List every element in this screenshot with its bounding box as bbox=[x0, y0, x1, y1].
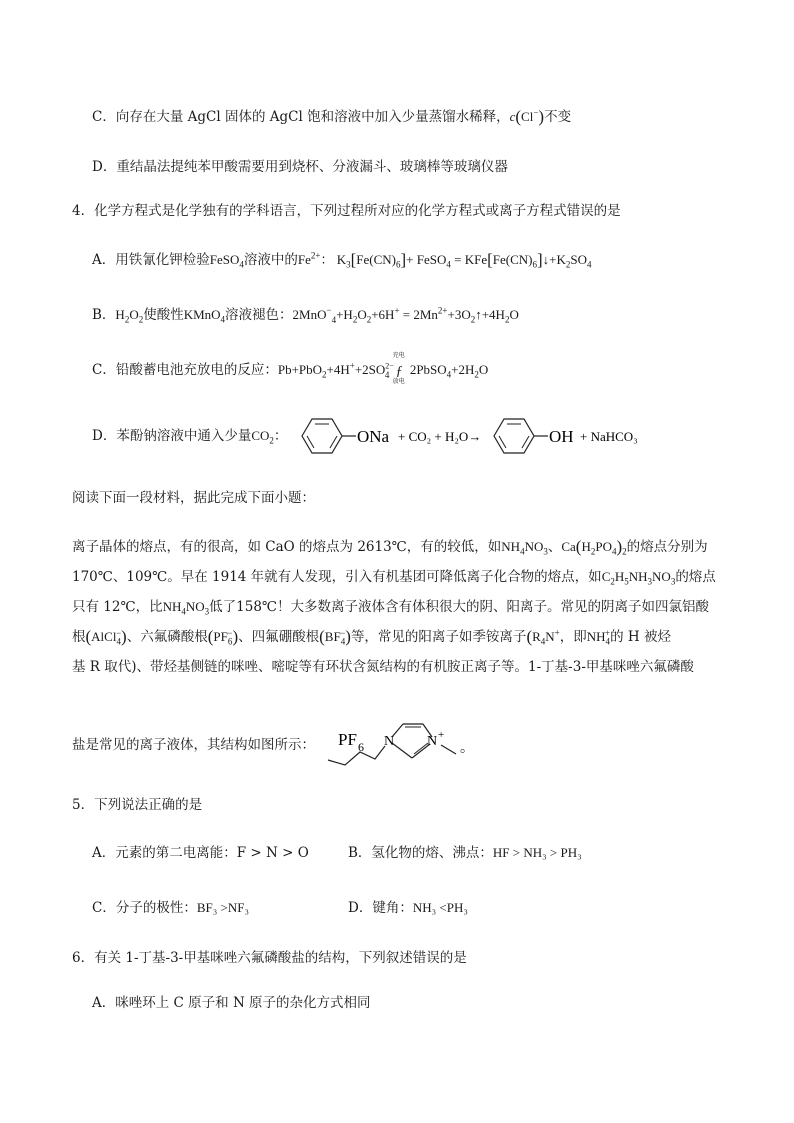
material-line-6: 盐是常见的离子液体，其结构如图所示： bbox=[72, 737, 315, 753]
material-line-1: 离子晶体的熔点，有的很高，如 CaO 的熔点为 2613℃，有的较低，如$NH_4NO_3$、$Ca(H_2PO_4)_2$的熔点分别为 bbox=[72, 537, 708, 557]
reaction-middle: + CO₂ + H₂O→ bbox=[398, 429, 482, 444]
q5-option-c: C．分子的极性：BF₃ >NF₃ bbox=[92, 900, 250, 916]
reaction-end: + NaHCO₃ bbox=[580, 429, 638, 444]
q3-option-d: D．重结晶法提纯苯甲酸需要用到烧杯、分液漏斗、玻璃棒等玻璃仪器 bbox=[92, 159, 508, 175]
q5-stem: 5．下列说法正确的是 bbox=[72, 797, 203, 813]
q5-option-a: A．元素的第二电离能：F > N > O bbox=[92, 845, 309, 861]
material-line-3: 只有 12℃，比$NH_4NO_3$低了158℃！大多数离子液体含有体积很大的阴、阳离子。常见的阴离子如四氯铝酸 bbox=[72, 599, 710, 617]
q6-option-a: A．咪唑环上 C 原子和 N 原子的杂化方式相同 bbox=[92, 995, 371, 1011]
oh-label: OH bbox=[549, 427, 574, 446]
phenol-reaction-diagram bbox=[296, 411, 656, 463]
q4-option-d: D．苯酚钠溶液中通入少量$CO_2$： bbox=[92, 428, 288, 446]
pf-subscript: 6 bbox=[358, 740, 364, 754]
q5-option-d: D．键角：NH₃ <PH₃ bbox=[348, 900, 468, 916]
ona-label: ONa bbox=[357, 427, 390, 446]
benzene-ring-icon bbox=[494, 419, 548, 453]
imidazole-ring-icon bbox=[392, 724, 432, 758]
n2-label: N bbox=[427, 734, 438, 749]
reversible-arrow-icon: 充电 ƒ 放电 bbox=[392, 353, 405, 386]
material-intro: 阅读下面一段材料，据此完成下面小题： bbox=[72, 490, 315, 506]
n1-label: N bbox=[384, 734, 395, 749]
q4-option-a: A．用铁氰化钾检验FeSO$_4$溶液中的$Fe^{2+}$： $K_3[Fe(CN)_6]+$ FeSO$_4$ = $KFe[Fe(CN)_6]↓+K_2SO_4$ bbox=[92, 250, 592, 270]
pf-label: PF bbox=[338, 730, 357, 749]
end-period: 。 bbox=[460, 741, 474, 756]
q6-stem: 6．有关 1-丁基-3-甲基咪唑六氟磷酸盐的结构，下列叙述错误的是 bbox=[72, 950, 467, 966]
q4-option-c: C．铅酸蓄电池充放电的反应：$Pb+PbO_2+4H^++2SO^{2-}_4$ 充电 ƒ 放电 $2PbSO_4+2H_2O$ bbox=[92, 353, 489, 386]
ionic-liquid-structure bbox=[320, 712, 500, 772]
q3-option-c: C．向存在大量 AgCl 固体的 AgCl 饱和溶液中加入少量蒸馏水稀释，c(Cl−)不变 bbox=[92, 107, 572, 126]
material-line-4: 根(AlCl$_4$−)、六氟磷酸根$(PF_6^-)$、四氟硼酸根$(BF_4^-)$等，常见的阳离子如季铵离子($R_4N^+$，即$NH_4^+$的 H 被烃 bbox=[72, 627, 671, 647]
material-line-5: 基 R 取代)、带烃基侧链的咪唑、嘧啶等有环状含氮结构的有机胺正离子等。1-丁基-3-甲基咪唑六氟磷酸 bbox=[72, 659, 694, 675]
material-line-2: 170℃、109℃。早在 1914 年就有人发现，引入有机基团可降低离子化合物的熔点，如$C_2H_5NH_3NO_3$的熔点 bbox=[72, 569, 716, 587]
benzene-ring-icon bbox=[302, 419, 356, 453]
q5-option-b: B．氢化物的熔、沸点：HF > NH₃ > PH₃ bbox=[348, 845, 582, 861]
n-plus-label: + bbox=[438, 729, 445, 741]
q4-stem: 4．化学方程式是化学独有的学科语言，下列过程所对应的化学方程式或离子方程式错误的是 bbox=[72, 203, 621, 219]
methyl-bond bbox=[441, 745, 456, 754]
q4-option-b: B．$H_2O_2$使酸性KMnO$_4$溶液褪色：$2MnO_{-4}+H_2O_2+6H^+$ = $2Mn^{2+}+3O_2↑+4H_2O$ bbox=[92, 304, 519, 325]
